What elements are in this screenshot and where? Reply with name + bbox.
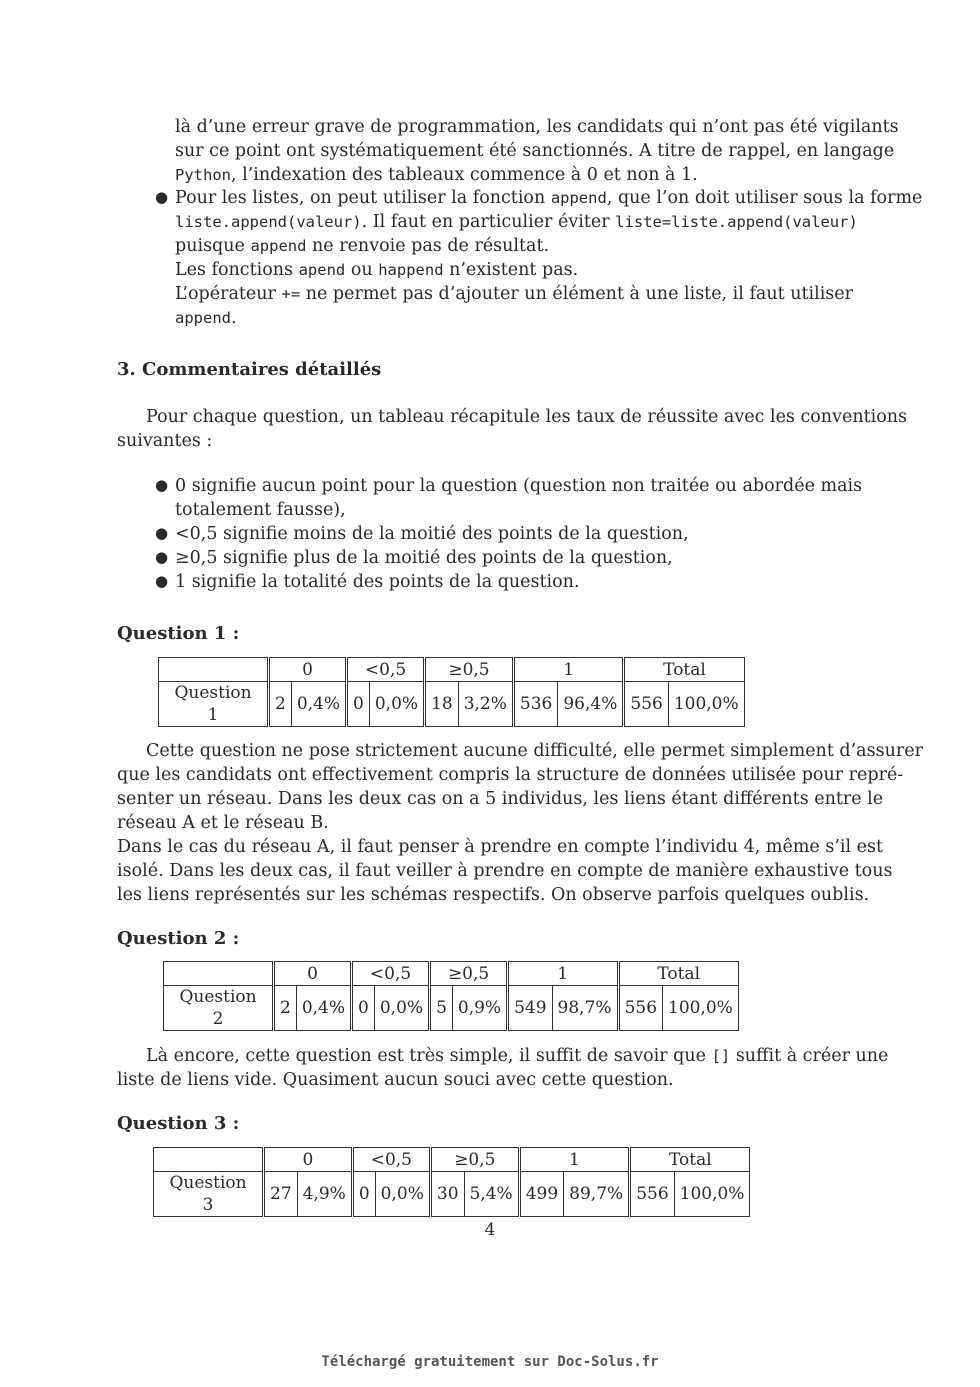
table-cell: 96,4% [558,682,624,727]
table-header: Total [618,962,738,986]
append-line-4: Les fonctions apend ou happend n’existent pas. [175,260,579,280]
intro-line-2: sur ce point ont systématiquement été sanctionnés. A titre de rappel, en langage [175,141,895,161]
q1-comment-line: que les candidats ont effectivement compris la structure de données utilisée pour repré- [117,765,904,785]
table-cell: 2 [269,682,292,727]
append-line-2: liste.append(valeur). Il faut en particulier éviter liste=liste.append(valeur) [175,212,858,232]
table-cell [159,658,269,682]
table-cell: 549 [508,986,552,1031]
table-header: 0 [269,658,347,682]
append-line-5: L’opérateur += ne permet pas d’ajouter un élément à une liste, il faut utiliser [175,284,854,304]
table-cell: 556 [630,1172,674,1217]
table-cell: Question 1 [159,682,269,727]
table-cell: 0,0% [369,682,424,727]
section-title: 3. Commentaires détaillés [117,359,382,380]
table-cell: 0 [347,682,370,727]
table-cell: 4,9% [297,1172,352,1217]
table-header: Total [630,1148,750,1172]
table-cell: 0,0% [375,1172,430,1217]
intro-line-1: là d’une erreur grave de programmation, les candidats qui n’ont pas été vigilants [175,117,899,137]
table-cell: 27 [264,1172,298,1217]
bullet-icon: ● [155,572,169,590]
table-cell: 100,0% [663,986,739,1031]
intro-line-3: Python, l’indexation des tableaux commence à 0 et non à 1. [175,165,698,185]
page-number: 4 [484,1220,496,1240]
table-header: 0 [264,1148,353,1172]
question-2-title: Question 2 : [117,928,240,949]
convention-item: 1 signifie la totalité des points de la question. [175,572,580,592]
table-cell [164,962,274,986]
append-line-3: puisque append ne renvoie pas de résultat. [175,236,550,256]
table-header: ≥0,5 [430,1148,519,1172]
table-row [164,986,739,1031]
table-cell: 0,9% [452,986,507,1031]
table-cell: 0 [352,986,375,1031]
convention-item-continuation: totalement fausse), [175,500,346,520]
table-header: <0,5 [352,962,430,986]
table-header: 0 [274,962,352,986]
table-header: <0,5 [347,658,425,682]
question-3-table [153,1147,750,1217]
table-header-row [154,1148,750,1172]
table-header: <0,5 [352,1148,430,1172]
table-row [154,1172,750,1217]
bullet-icon: ● [155,524,169,542]
convention-item: <0,5 signifie moins de la moitié des points de la question, [175,524,689,544]
q1-comment-line: senter un réseau. Dans les deux cas on a 5 individus, les liens étant différents entre le [117,789,884,809]
question-1-title: Question 1 : [117,623,240,644]
table-row [159,682,745,727]
table-header: ≥0,5 [430,962,508,986]
convention-item: ≥0,5 signifie plus de la moitié des points de la question, [175,548,673,568]
bullet-icon: ● [155,476,169,494]
table-cell: 3,2% [458,682,513,727]
section-paragraph-line-2: suivantes : [117,431,213,451]
table-cell: 556 [618,986,662,1031]
table-cell: 5 [430,986,453,1031]
q1-comment-line: isolé. Dans les deux cas, il faut veiller à prendre en compte de manière exhaustive tous [117,861,893,881]
q2-comment-line: Là encore, cette question est très simple, il suffit de savoir que [] suffit à créer une [146,1046,889,1066]
table-cell: 0,4% [296,986,351,1031]
footer-text: Téléchargé gratuitement sur Doc-Solus.fr [321,1354,659,1370]
bullet-icon: ● [155,548,169,566]
question-2-table [163,961,739,1031]
append-line-1: Pour les listes, on peut utiliser la fonction append, que l’on doit utiliser sous la forme [175,188,923,208]
table-cell: 2 [274,986,297,1031]
q1-comment-line: Cette question ne pose strictement aucune difficulté, elle permet simplement d’assurer [146,741,923,761]
q1-comment-line: réseau A et le réseau B. [117,813,329,833]
table-cell: 89,7% [564,1172,630,1217]
table-header: 1 [508,962,618,986]
convention-item: 0 signifie aucun point pour la question (question non traitée ou abordée mais [175,476,863,496]
question-1-table [158,657,745,727]
table-cell: 98,7% [552,986,618,1031]
table-header-row [164,962,739,986]
table-cell: 0,0% [374,986,429,1031]
table-cell: 100,0% [674,1172,750,1217]
append-line-6: append. [175,308,237,328]
table-cell [154,1148,264,1172]
table-cell: 0 [352,1172,375,1217]
table-cell: 5,4% [464,1172,519,1217]
section-paragraph-line-1: Pour chaque question, un tableau récapitule les taux de réussite avec les conventions [146,407,908,427]
table-cell: 556 [624,682,668,727]
table-header: 1 [513,658,623,682]
table-cell: 0,4% [291,682,346,727]
q1-comment-line: les liens représentés sur les schémas respectifs. On observe parfois quelques oublis. [117,885,870,905]
question-3-title: Question 3 : [117,1113,240,1134]
bullet-icon: ● [155,188,169,206]
table-cell: 18 [425,682,459,727]
table-cell: 30 [430,1172,464,1217]
q2-comment-line: liste de liens vide. Quasiment aucun souci avec cette question. [117,1070,674,1090]
table-cell: Question 2 [164,986,274,1031]
table-cell: Question 3 [154,1172,264,1217]
table-header: Total [624,658,744,682]
table-cell: 499 [519,1172,563,1217]
table-cell: 536 [513,682,557,727]
table-header: ≥0,5 [425,658,514,682]
table-header: 1 [519,1148,629,1172]
table-cell: 100,0% [668,682,744,727]
q1-comment-line: Dans le cas du réseau A, il faut penser à prendre en compte l’individu 4, même s’il est [117,837,884,857]
table-header-row [159,658,745,682]
